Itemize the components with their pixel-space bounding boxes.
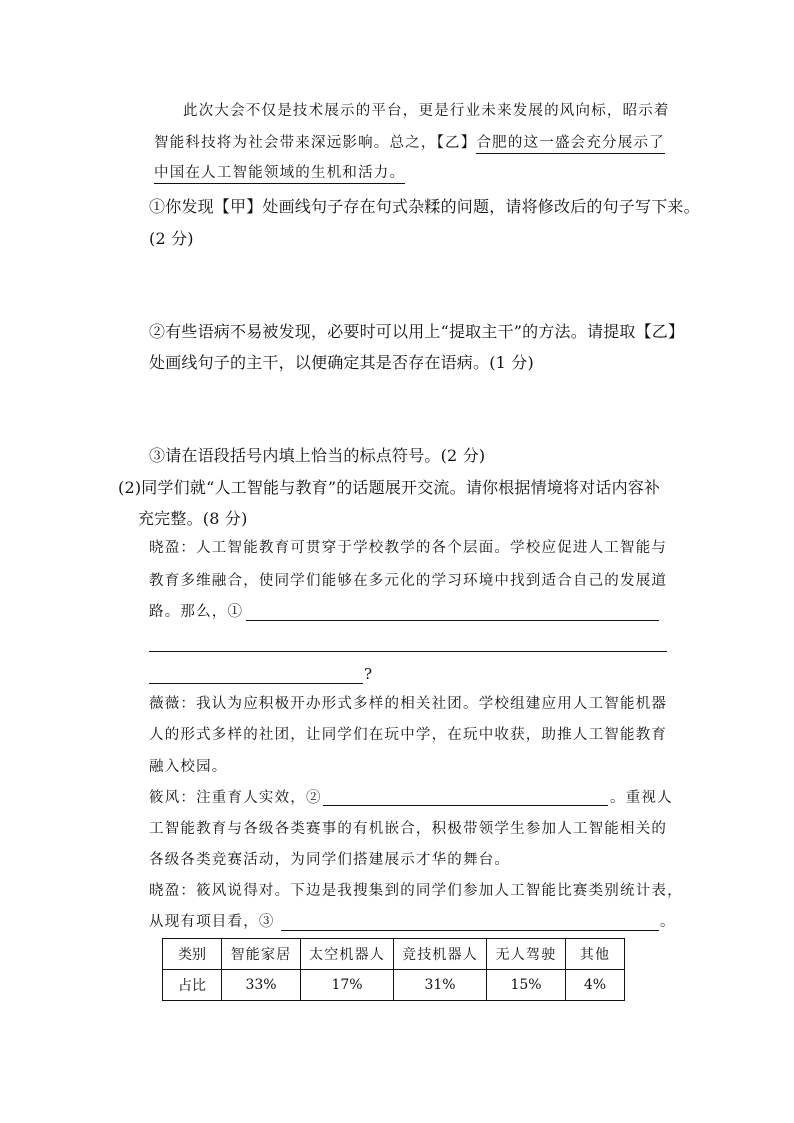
answer-blank-2[interactable] — [323, 805, 608, 806]
table-header-label: 类别 — [163, 939, 222, 970]
question-1-line-2: (2 分) — [149, 229, 194, 248]
table-cell: 17% — [301, 970, 394, 1001]
table-column-header: 智能家居 — [222, 939, 301, 970]
weiwei-line-3: 融入校园。 — [149, 759, 228, 775]
passage-line-1: 此次大会不仅是技术展示的平台，更是行业未来发展的风向标，昭示着 — [183, 103, 670, 119]
table-cell: 31% — [394, 970, 487, 1001]
answer-blank-1b[interactable] — [149, 651, 667, 652]
xiaoying-2-line-1: 晓盈：筱风说得对。下边是我搜集到的同学们参加人工智能比赛类别统计表， — [149, 883, 683, 899]
table-row — [163, 970, 625, 1001]
table-column-header: 其他 — [566, 939, 625, 970]
question-mark: ? — [364, 665, 373, 683]
table-cell: 15% — [487, 970, 566, 1001]
table-cell: 4% — [566, 970, 625, 1001]
category-stats-table — [162, 938, 625, 1001]
question-3: ③请在语段括号内填上恰当的标点符号。(2 分) — [149, 446, 486, 465]
weiwei-line-2: 人的形式多样的社团，让同学们在玩中学，在玩中收获，助推人工智能教育 — [149, 727, 668, 743]
youfeng-line-3: 各级各类竞赛活动，为同学们搭建展示才华的舞台。 — [149, 852, 511, 868]
closing-period: 。 — [660, 914, 676, 930]
xiaoying-line-2: 教育多维融合，使同学们能够在多元化的学习环境中找到适合自己的发展道 — [149, 573, 668, 589]
xiaoying-2-line-2: 从现有项目看，③ — [149, 914, 275, 930]
table-column-header: 太空机器人 — [301, 939, 394, 970]
part-2-line-1: (2)同学们就“人工智能与教育”的话题展开交流。请你根据情境将对话内容补 — [118, 478, 661, 497]
youfeng-line-2: 工智能教育与各级各类赛事的有机嵌合，积极带领学生参加人工智能相关的 — [149, 821, 668, 837]
question-2-line-1: ②有些语病不易被发现，必要时可以用上“提取主干”的方法。请提取【乙】 — [149, 322, 685, 341]
weiwei-line-1: 薇薇：我认为应积极开办形式多样的相关社团。学校组建应用人工智能机器 — [149, 696, 668, 712]
table-header-row — [163, 939, 625, 970]
table-cell: 33% — [222, 970, 301, 1001]
passage-line-3 — [154, 166, 405, 181]
table-row-label: 占比 — [163, 970, 222, 1001]
passage-line-2 — [154, 136, 665, 151]
answer-blank-1c[interactable] — [149, 683, 363, 684]
answer-blank-3[interactable] — [281, 930, 659, 931]
question-1-line-1: ①你发现【甲】处画线句子存在句式杂糅的问题，请将修改后的句子写下来。 — [149, 197, 700, 216]
youfeng-line-1-start: 筱风：注重育人实效，② — [149, 790, 322, 806]
table-column-header: 竞技机器人 — [394, 939, 487, 970]
xiaoying-line-1: 晓盈：人工智能教育可贯穿于学校教学的各个层面。学校应促进人工智能与 — [149, 540, 668, 556]
xiaoying-line-3: 路。那么，① — [149, 604, 244, 620]
part-2-line-2: 充完整。(8 分) — [138, 509, 248, 528]
passage-line-2-plain: 智能科技将为社会带来深远影响。总之，【乙】 — [154, 135, 477, 151]
underlined-sentence-yi: 合肥的这一盛会充分展示了 — [476, 135, 664, 154]
underlined-sentence-yi-cont: 中国在人工智能领域的生机和活力。 — [154, 165, 405, 184]
question-2-line-2: 处画线句子的主干，以便确定其是否存在语病。(1 分) — [149, 353, 534, 372]
table-column-header: 无人驾驶 — [487, 939, 566, 970]
answer-blank-1a[interactable] — [246, 620, 659, 621]
youfeng-line-1-end: 。重视人 — [610, 790, 673, 806]
